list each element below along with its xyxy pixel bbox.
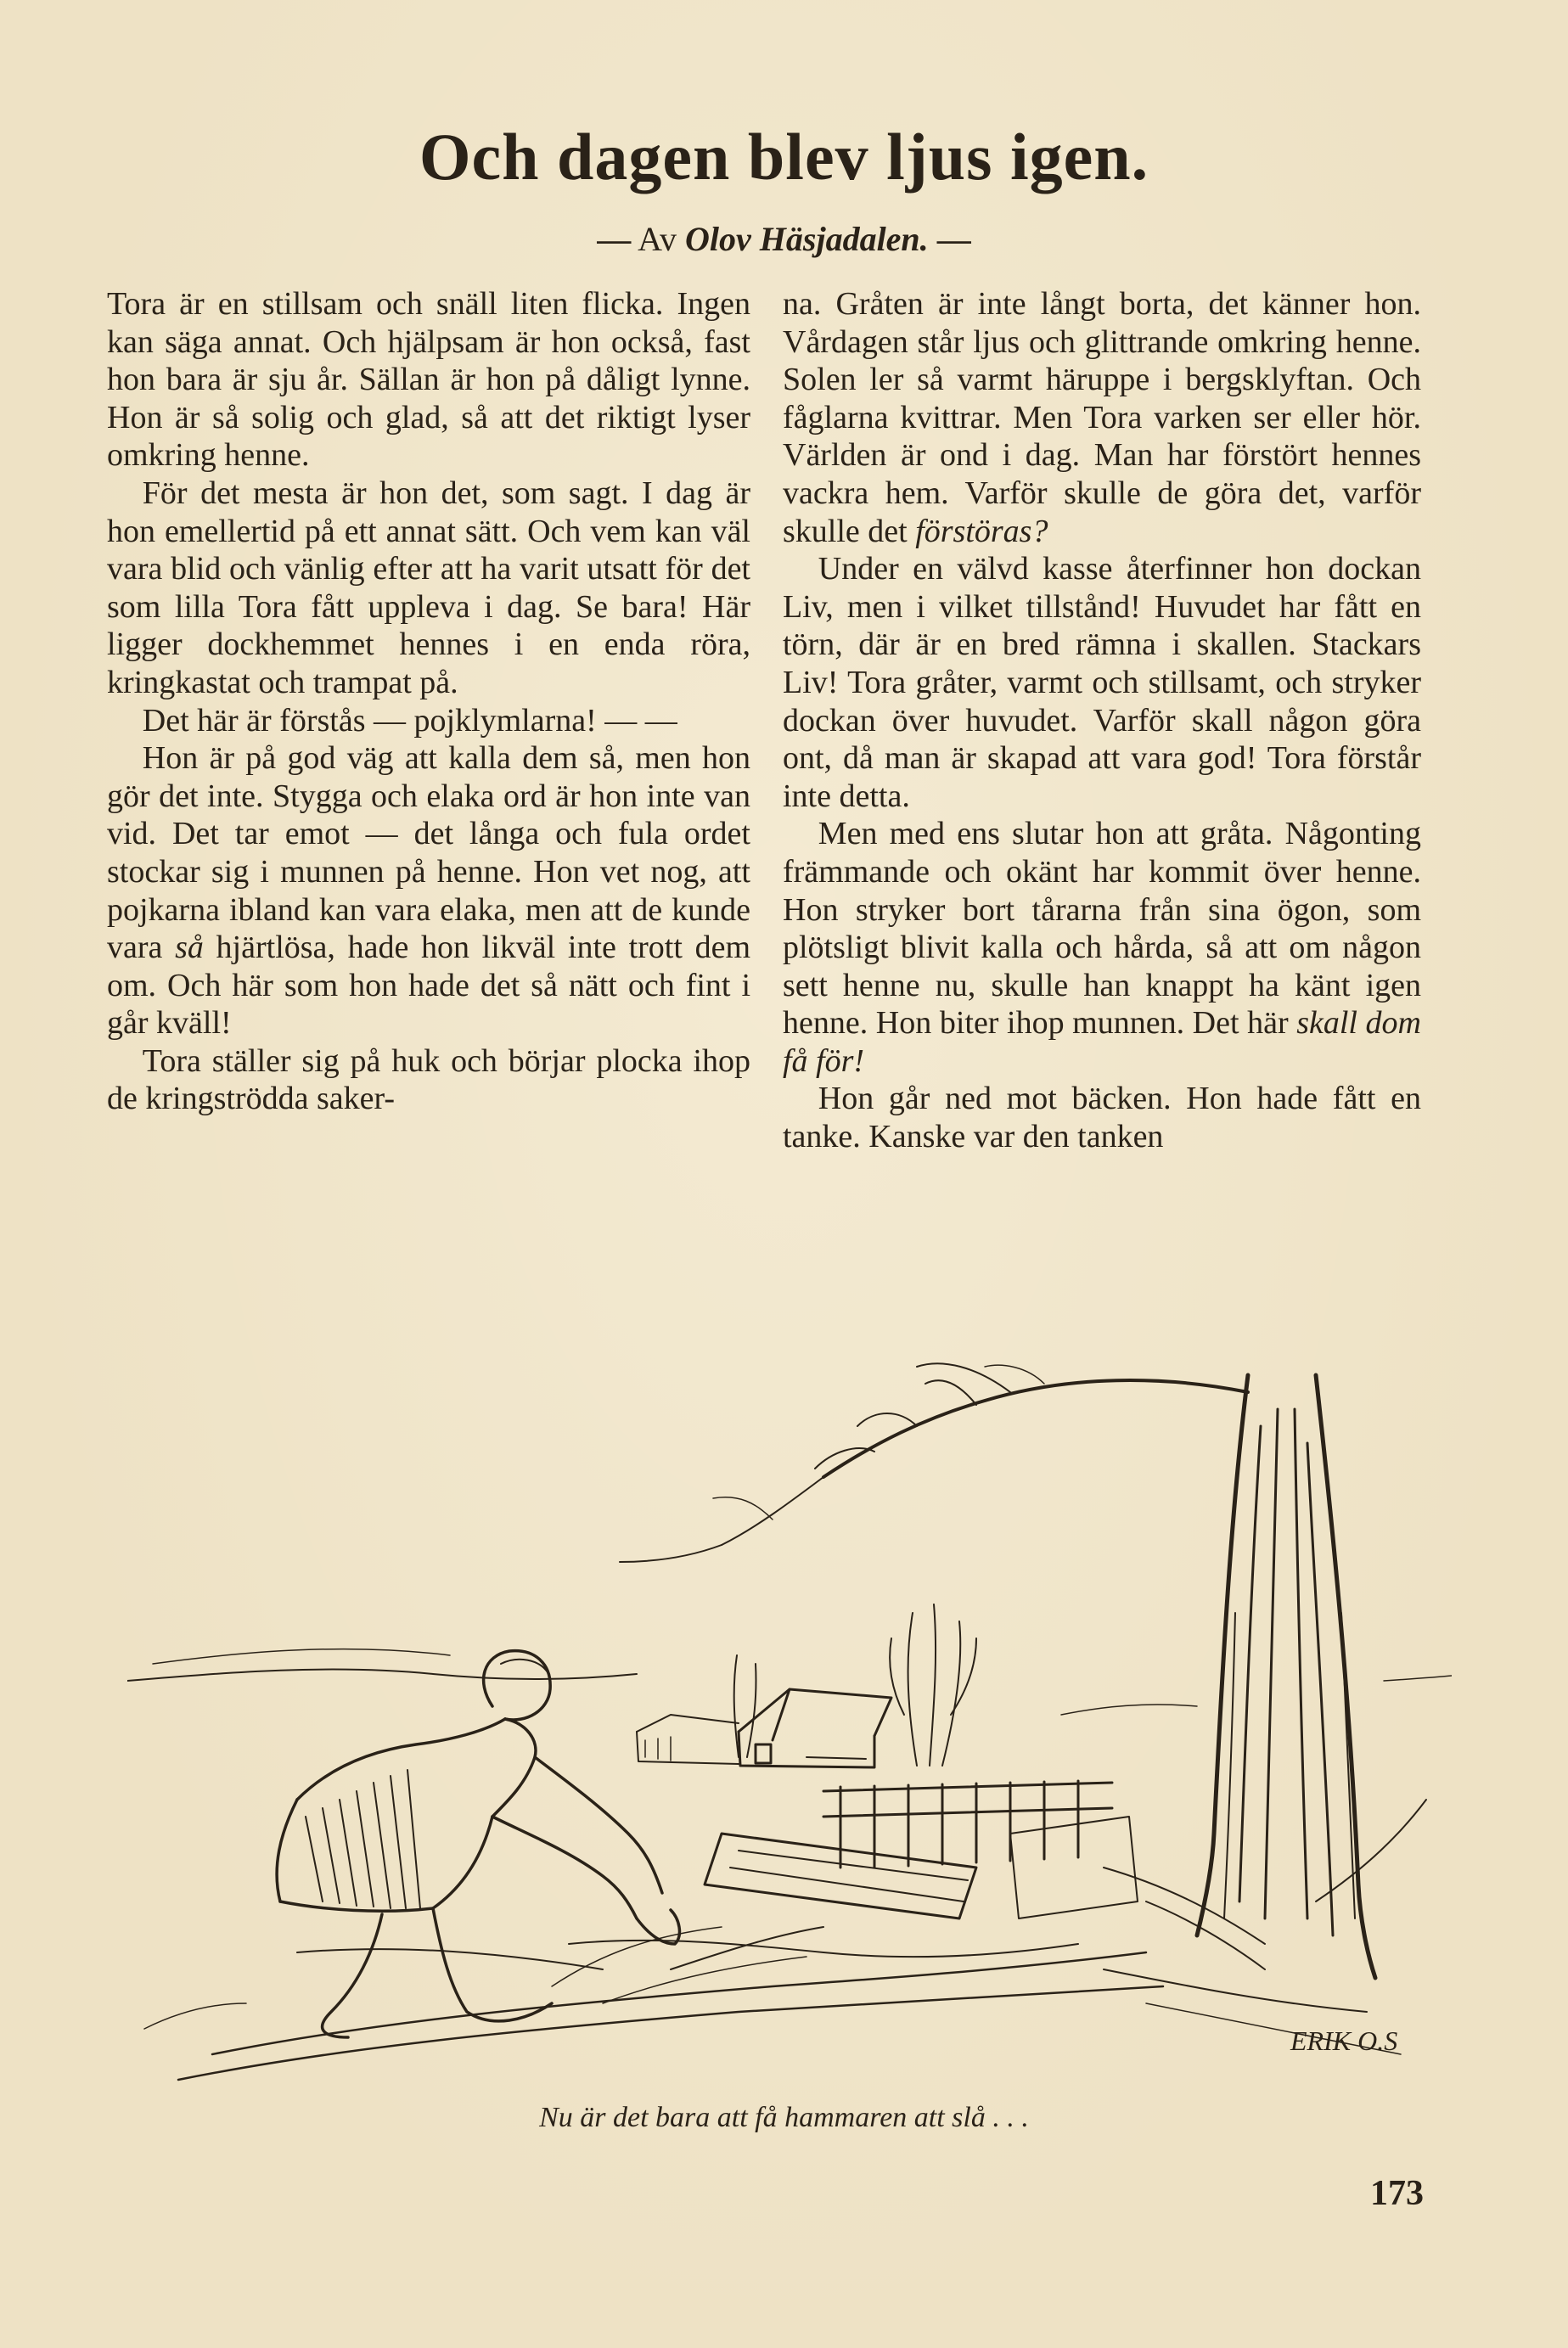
emphasis: så [175,930,204,966]
tree-branch [620,1363,1248,1562]
horizon [127,1649,1452,1715]
emphasis: skall dom få för! [783,1005,1421,1079]
tree-trunk [1197,1375,1375,1978]
paragraph-text: na. Gråten är inte långt borta, det känner hon. Vårdagen står ljus och glittrande omkring henne. Solen ler så varmt häruppe i bergsklyftan. Och fåglarna kvittrar. Men Tora varken ser eller hör. Världen är ond i dag. Man har förstört hennes vackra hem. Varför skulle de göra det, varför skulle det [783,286,1421,549]
paragraph-text: Men med ens slutar hon att gråta. Någonting främmande och okänt har kommit över henne. Hon stryker bort tårarna från sina ögon, som plötsligt blivit kalla och hårda, så att om någon sett henne nu, skulle han knappt ha känt igen henne. Hon biter ihop munnen. Det här [783,816,1421,1042]
ink-illustration [127,1358,1452,2105]
byline-prefix: Av [638,220,677,258]
byline-author: Olov Häsjadalen. [685,220,929,258]
left-column [107,285,750,1118]
right-column [783,285,1421,1156]
paragraph: Hon går ned mot bäcken. Hon hade fått en tanke. Kanske var den tanken [783,1081,1421,1155]
artist-signature: ERIK O.S [1290,2025,1398,2056]
page-number: 173 [1370,2174,1424,2213]
byline [0,219,1568,259]
paragraph [783,815,1421,1080]
paragraph [107,739,750,1042]
girl-figure [277,1651,679,2037]
paragraph: Under en välvd kasse återfinner hon dockan Liv, men i vilket tillstånd! Huvudet har fått en törn, där är en bred rämna i skallen. Stackars Liv! Tora gråter, varmt och stillsamt, och stryker dockan över huvudet. Varför skall någon göra ont, då man är skapad att vara god! Tora förstår inte detta. [783,551,1421,814]
paragraph: För det mesta är hon det, som sagt. I dag är hon emellertid på ett annat sätt. Och vem kan väl vara blid och vänlig efter att ha varit utsatt för det som lilla Tora fått uppleva i dag. Se bara! Här ligger dockhemmet hennes i en enda röra, kringkastat och trampat på. [107,475,750,700]
farmhouse [637,1689,891,1767]
saplings [734,1604,976,1766]
emphasis: förstöras? [915,513,1048,549]
paragraph: Tora ställer sig på huk och börjar plocka ihop de kringströdda saker- [107,1042,750,1117]
paragraph: Tora är en stillsam och snäll liten flicka. Ingen kan säga annat. Och hjälpsam är hon också, fast hon bara är sju år. Sällan är hon på dåligt lynne. Hon är så solig och glad, så att det riktigt lyser omkring henne. [107,286,750,474]
byline-dash-left: — [597,220,632,258]
grass [144,1927,1401,2080]
byline-dash-right: — [936,220,971,258]
fence [705,1781,1138,1918]
article-title: Och dagen blev ljus igen. [419,120,1149,194]
paragraph: Det här är förstås — pojklymlarna! — — [142,702,677,739]
paragraph-text: hjärtlösa, hade hon likväl inte trott dem om. Och här som hon hade det så nätt och fint i går kväll! [107,930,750,1042]
paragraph-text: Hon är på god väg att kalla dem så, men hon gör det inte. Stygga och elaka ord är hon inte van vid. Det tar emot — det långa och fula ordet stockar sig i munnen på henne. Hon vet nog, att pojkarna ibland kan vara elaka, men att de kunde vara [107,740,750,966]
paragraph [783,285,1421,550]
image-caption: Nu är det bara att få hammaren att slå . . . [539,2102,1029,2133]
